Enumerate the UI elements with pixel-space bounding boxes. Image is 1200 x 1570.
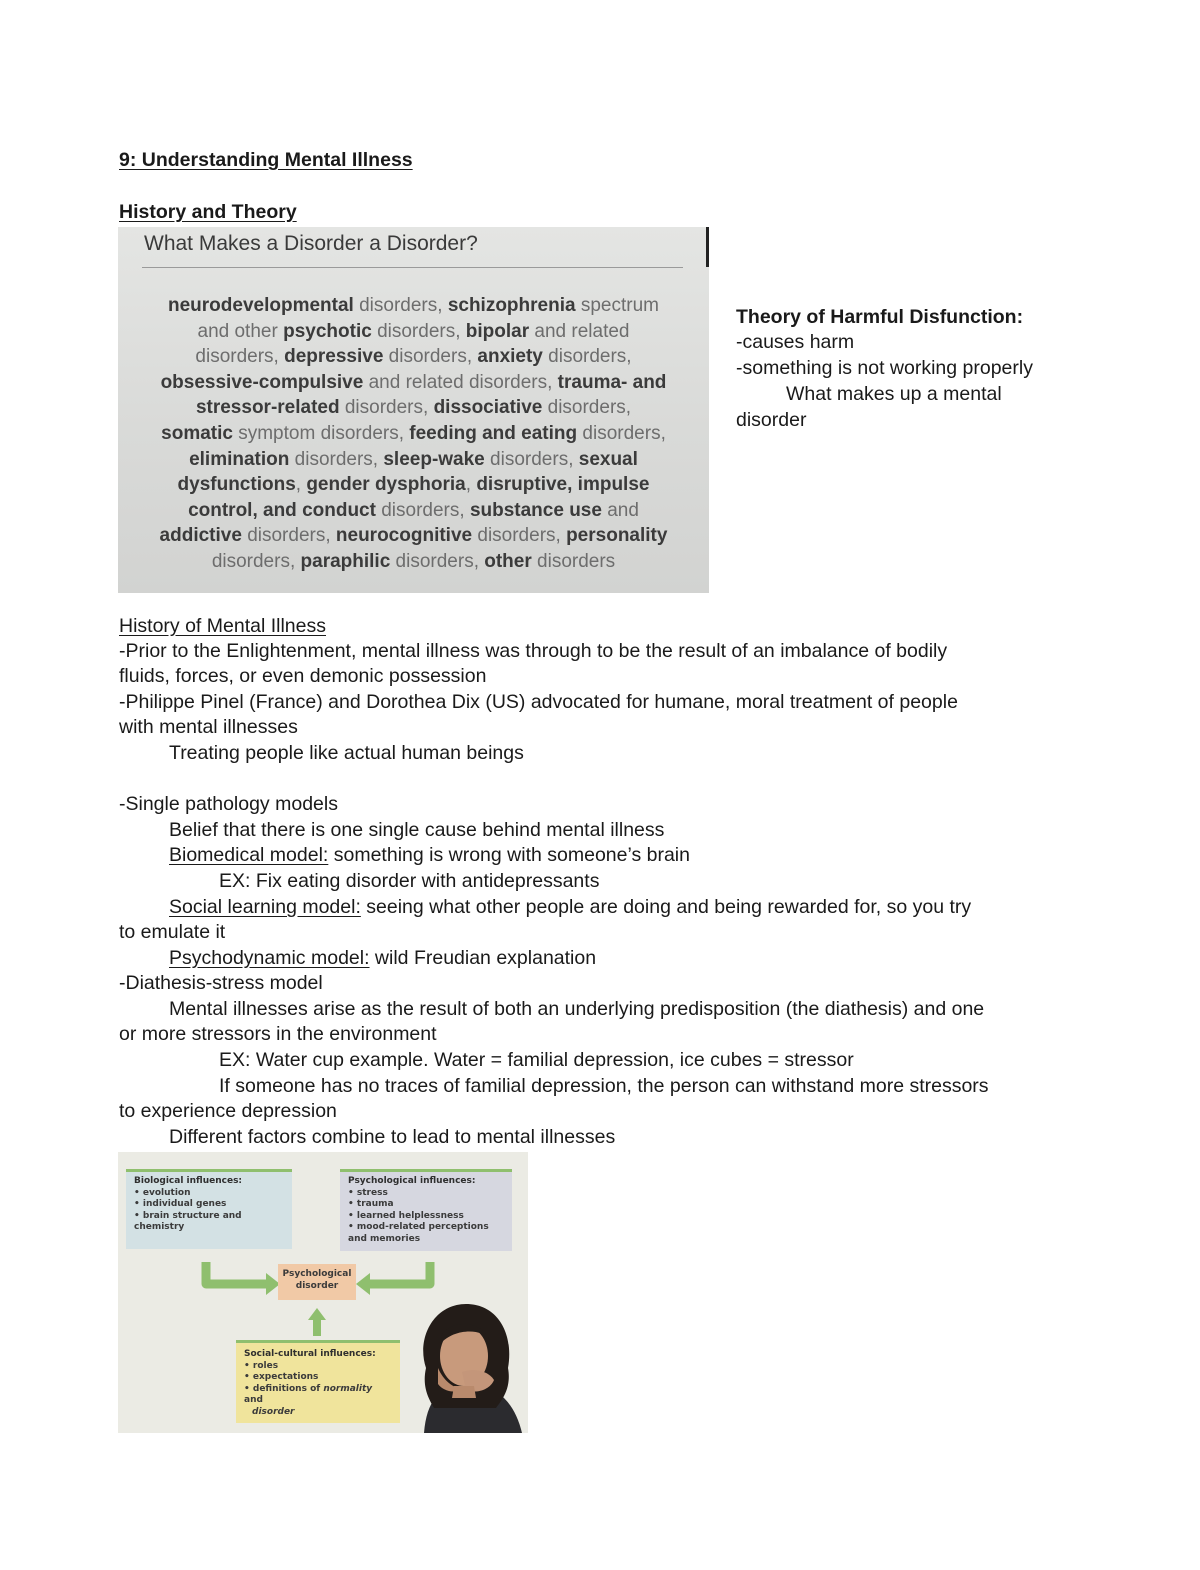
disorder-list xyxy=(118,293,709,575)
psychodynamic-line xyxy=(169,946,596,972)
disorder-category: dysfunctions xyxy=(177,474,296,496)
social-title: Social-cultural influences: xyxy=(244,1349,376,1359)
disorder-category: anxiety xyxy=(477,346,543,368)
disorder-list-line xyxy=(118,472,709,498)
disorder-list-line xyxy=(118,395,709,421)
theory-line: disorder xyxy=(736,409,807,431)
disorder-connector: disorders, xyxy=(542,397,632,419)
history-line: with mental illnesses xyxy=(119,716,298,738)
disorder-connector: symptom disorders, xyxy=(232,422,410,444)
disorder-category: neurodevelopmental xyxy=(168,295,354,316)
disorder-connector: disorders, xyxy=(390,550,485,572)
history-line: -Philippe Pinel (France) and Dorothea Dix (US) advocated for humane, moral treatment of people xyxy=(119,691,958,713)
disorder-connector: and xyxy=(601,499,639,521)
disorder-category: paraphilic xyxy=(300,550,391,572)
disorder-connector: disorders, xyxy=(241,525,336,547)
disorder-category: feeding and eating xyxy=(409,422,578,444)
disorder-category: bipolar xyxy=(465,320,530,342)
biomedical-label: Biomedical model: xyxy=(169,844,329,866)
history-line: -Diathesis-stress model xyxy=(119,972,323,994)
disorder-category: addictive xyxy=(159,525,242,547)
social-learning-text: seeing what other people are doing and being rewarded for, so you try xyxy=(360,896,972,918)
disorder-list-line xyxy=(118,370,709,396)
history-line: Treating people like actual human beings xyxy=(169,742,524,764)
disorder-category: depressive xyxy=(284,346,384,368)
disorder-category: psychotic xyxy=(283,320,372,342)
disorder-category: substance use xyxy=(469,499,602,521)
social-item: • expectations xyxy=(244,1372,319,1382)
disorder-connector: and related xyxy=(529,320,630,342)
theory-heading: Theory of Harmful Disfunction: xyxy=(736,306,1024,328)
disorder-list-line xyxy=(118,523,709,549)
psych-item: • learned helplessness xyxy=(348,1210,464,1221)
history-line: to emulate it xyxy=(119,921,226,943)
psych-item: • stress xyxy=(348,1187,388,1198)
disorder-category: obsessive-compulsive xyxy=(160,371,364,393)
disorder-category: schizophrenia xyxy=(447,295,576,316)
history-line: If someone has no traces of familial depression, the person can withstand more stressors xyxy=(219,1075,989,1097)
disorder-connector: disorders, xyxy=(371,320,466,342)
disorder-category: sleep-wake xyxy=(383,448,485,470)
disorder-category: disruptive, impulse xyxy=(476,474,650,496)
disorder-category: stressor-related xyxy=(195,397,340,419)
biopsychosocial-figure xyxy=(118,1152,528,1433)
disorder-category: control, and conduct xyxy=(188,499,376,521)
disorder-category: elimination xyxy=(189,448,290,470)
history-line: Mental illnesses arise as the result of both an underlying predisposition (the diathesis) and one xyxy=(169,998,985,1020)
disorder-connector: disorders xyxy=(531,550,616,572)
bio-item: • evolution xyxy=(134,1187,191,1198)
theory-line: -causes harm xyxy=(736,331,855,353)
history-line: EX: Water cup example. Water = familial depression, ice cubes = stressor xyxy=(219,1049,854,1071)
disorder-category: other xyxy=(484,550,532,572)
disorder-list-line xyxy=(118,498,709,524)
social-learning-label: Social learning model: xyxy=(169,896,361,918)
photo-title: What Makes a Disorder a Disorder? xyxy=(144,232,478,255)
biomedical-text: something is wrong with someone’s brain xyxy=(328,844,690,866)
history-line: EX: Fix eating disorder with antidepressants xyxy=(219,870,600,892)
bio-item: • brain structure and chemistry xyxy=(134,1210,242,1232)
page-title: 9: Understanding Mental Illness xyxy=(119,149,413,171)
psych-item: • mood-related perceptions and memories xyxy=(348,1222,489,1244)
disorder-connector: disorders, xyxy=(211,550,301,572)
disorder-connector: disorders, xyxy=(289,448,384,470)
theory-line: -something is not working properly xyxy=(736,357,1033,379)
disorder-category: gender dysphoria xyxy=(306,474,466,496)
disorder-connector: disorders, xyxy=(339,397,434,419)
theory-line: What makes up a mental xyxy=(786,383,1002,405)
disorder-list-line xyxy=(118,319,709,345)
history-line: -Single pathology models xyxy=(119,793,338,815)
history-line: or more stressors in the environment xyxy=(119,1023,437,1045)
history-line: fluids, forces, or even demonic possession xyxy=(119,665,487,687)
bio-item: • individual genes xyxy=(134,1199,227,1209)
psychodynamic-label: Psychodynamic model: xyxy=(169,947,370,969)
history-line: -Prior to the Enlightenment, mental illness was through to be the result of an imbalance of bodily xyxy=(119,640,948,662)
disorder-connector: spectrum xyxy=(575,295,659,316)
social-item: • definitions of normality and xyxy=(244,1383,373,1405)
psych-item: • trauma xyxy=(348,1199,394,1209)
history-line: Different factors combine to lead to mental illnesses xyxy=(169,1126,616,1148)
psychological-influences-box xyxy=(340,1169,512,1251)
disorder-connector: disorders, xyxy=(383,346,478,368)
disorder-list-line xyxy=(118,293,709,319)
disorder-connector: disorders, xyxy=(472,525,567,547)
disorder-line: disorder xyxy=(295,1280,339,1291)
social-item: disorder xyxy=(252,1406,295,1417)
disorder-list-line xyxy=(118,421,709,447)
disorder-connector: and other xyxy=(197,320,284,342)
disorder-category: somatic xyxy=(161,422,233,444)
history-line: Belief that there is one single cause behind mental illness xyxy=(169,819,665,841)
disorder-categories-photo xyxy=(118,227,709,593)
disorder-connector: disorders, xyxy=(375,499,470,521)
disorder-line: Psychological xyxy=(282,1269,352,1279)
photo-divider xyxy=(142,267,683,268)
disorder-connector: disorders, xyxy=(542,346,632,368)
disorder-connector: disorders, xyxy=(484,448,579,470)
disorder-list-line xyxy=(118,344,709,370)
bio-title: Biological influences: xyxy=(134,1176,243,1186)
distressed-woman-photo xyxy=(404,1298,528,1433)
disorder-category: trauma- and xyxy=(557,371,667,393)
biological-influences-box xyxy=(126,1169,292,1249)
disorder-category: personality xyxy=(566,525,668,547)
disorder-category: dissociative xyxy=(433,397,543,419)
disorder-connector: disorders, xyxy=(353,295,448,316)
social-cultural-influences-box xyxy=(236,1340,400,1423)
psychodynamic-text: wild Freudian explanation xyxy=(369,947,597,969)
disorder-category: sexual xyxy=(578,448,638,470)
disorder-connector: , xyxy=(465,474,477,496)
section-heading: History and Theory xyxy=(119,201,297,223)
disorder-category: neurocognitive xyxy=(335,525,473,547)
history-line: to experience depression xyxy=(119,1100,337,1122)
social-item: • roles xyxy=(244,1360,279,1371)
disorder-connector: , xyxy=(295,474,307,496)
disorder-connector: disorders, xyxy=(195,346,285,368)
social-learning-line xyxy=(169,895,971,921)
psychological-disorder-box xyxy=(278,1264,356,1300)
disorder-connector: disorders, xyxy=(577,422,666,444)
disorder-list-line xyxy=(118,447,709,473)
disorder-connector: and related disorders, xyxy=(363,371,558,393)
history-heading: History of Mental Illness xyxy=(119,615,326,637)
disorder-list-line xyxy=(118,549,709,575)
biomedical-line xyxy=(169,843,690,869)
psych-title: Psychological influences: xyxy=(348,1176,476,1186)
